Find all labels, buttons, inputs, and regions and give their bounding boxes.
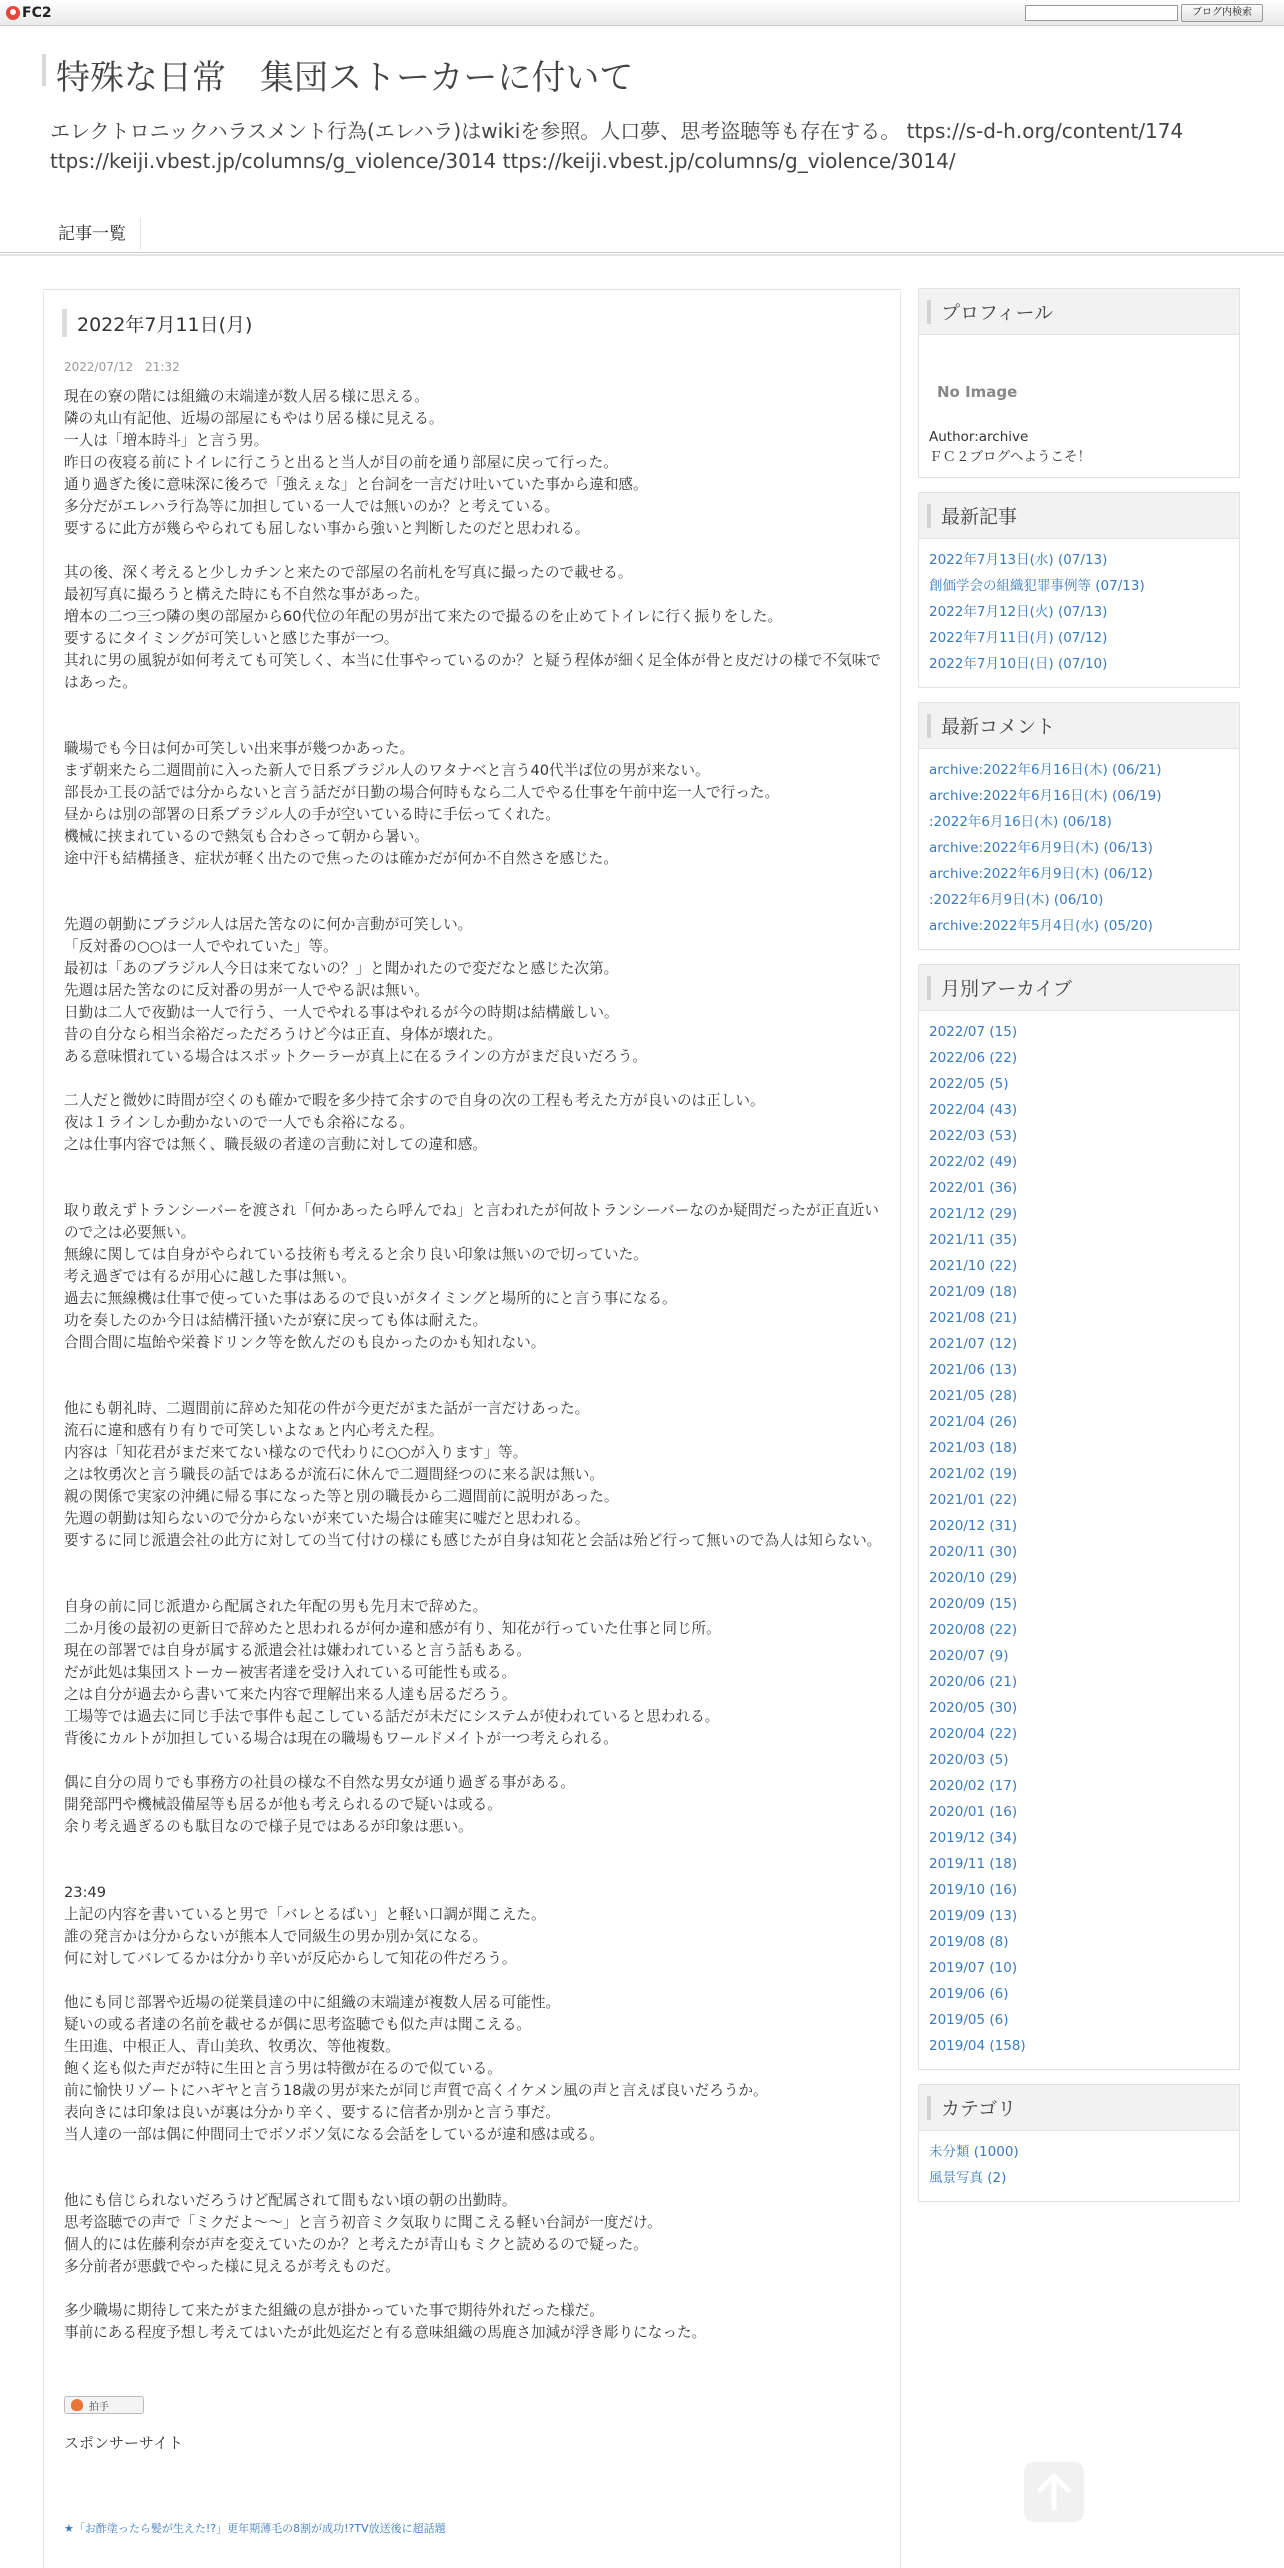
entry-line xyxy=(64,1552,884,1574)
archive-month-link[interactable]: 2022/05 (5) xyxy=(929,1076,1009,1092)
entry-line: 先週の朝勤にブラジル人は居た筈なのに何か言動が可笑しい。 xyxy=(64,916,473,933)
entry-line: 現在の部署では自身が属する派遣会社は嫌われていると言う話もある。 xyxy=(64,1642,532,1659)
entry-line: 之は自分が過去から書いて来た内容で理解出来る人達も居るだろう。 xyxy=(64,1686,517,1703)
entry-line xyxy=(64,2168,884,2190)
entry-line: 当人達の一部は偶に仲間同士でボソボソ気になる会話をしているが違和感は或る。 xyxy=(64,2126,604,2143)
entry-line: 其れに男の風貌が如何考えても可笑しく、本当に仕事やっているのか？と疑う程体が細く足全体が骨と皮だけの様で不気味ではあった。 xyxy=(64,652,881,691)
entry-line: 要するに此方が幾らやられても屈しない事から強いと判断したのだと思われる。 xyxy=(64,520,590,537)
archive-month-link[interactable]: 2022/02 (49) xyxy=(929,1154,1018,1170)
entry-line xyxy=(64,870,884,892)
entry-line: 上記の内容を書いていると男で「バレとるばい」と軽い口調が聞こえた。 xyxy=(64,1906,546,1923)
recent-comment-link[interactable]: archive:2022年6月16日(木) (06/21) xyxy=(929,762,1162,778)
entry-line xyxy=(64,1860,884,1882)
category-link[interactable]: 風景写真 (2) xyxy=(929,2170,1007,2186)
categories-title: カテゴリ xyxy=(941,2098,1017,2120)
recent-comments-title: 最新コメント xyxy=(941,716,1056,738)
entry-line: 事前にある程度予想し考えてはいたが此処迄だと有る意味組織の馬鹿さ加減が浮き彫りになった。 xyxy=(64,2324,707,2341)
entry-line: 最初は「あのブラジル人今日は来てないの？」と聞かれたので変だなと感じた次第。 xyxy=(64,960,619,977)
nav-bar xyxy=(44,218,141,250)
recent-post-link[interactable]: 2022年7月11日(月) (07/12) xyxy=(929,630,1108,646)
blog-search-input[interactable] xyxy=(1025,5,1178,21)
flame-icon xyxy=(71,2399,83,2411)
entry-line: 23:49 xyxy=(64,1884,107,1901)
recent-comments-list xyxy=(919,749,1239,949)
archive-month-link[interactable]: 2020/09 (15) xyxy=(929,1596,1018,1612)
entry-line: ある意味慣れている場合はスポットクーラーが真上に在るラインの方がまだ良いだろう。 xyxy=(64,1048,648,1065)
recent-posts-widget xyxy=(918,492,1240,688)
nav-article-list[interactable]: 記事一覧 xyxy=(58,224,126,244)
recent-post-link[interactable]: 2022年7月12日(火) (07/13) xyxy=(929,604,1108,620)
fc2-logo-text: FC2 xyxy=(22,5,52,21)
widget-header xyxy=(919,289,1239,335)
archive-month-link[interactable]: 2022/04 (43) xyxy=(929,1102,1018,1118)
archives-list xyxy=(919,1011,1239,2069)
archives-title: 月別アーカイブ xyxy=(941,978,1072,1000)
entry-line: 偶に自分の周りでも事務方の社員の様な不自然な男女が通り過ぎる事がある。 xyxy=(64,1774,575,1791)
profile-title: プロフィール xyxy=(941,302,1054,324)
entry-line: 疑いの或る者達の名前を載せるが偶に思考盗聴でも似た声は聞こえる。 xyxy=(64,2016,532,2033)
archive-month-link[interactable]: 2020/02 (17) xyxy=(929,1778,1018,1794)
entry-line: 他にも信じられないだろうけど配属されて間もない頃の朝の出勤時。 xyxy=(64,2192,517,2209)
archive-month-link[interactable]: 2021/12 (29) xyxy=(929,1206,1018,1222)
widget-accent xyxy=(927,714,931,738)
archive-month-link[interactable]: 2021/03 (18) xyxy=(929,1440,1018,1456)
entry-line: 工場等では過去に同じ手法で事件も起こしている話だが未だにシステムが使われていると思われる。 xyxy=(64,1708,720,1725)
widget-accent xyxy=(927,300,931,324)
entry-line xyxy=(64,1068,884,1090)
entry-line: 親の関係で実家の沖縄に帰る事になった等と別の職長から二週間前に説明があった。 xyxy=(64,1488,619,1505)
sidebar xyxy=(918,288,1240,2216)
entry-line xyxy=(64,716,884,738)
categories-widget xyxy=(918,2084,1240,2202)
archive-month-link[interactable]: 2020/11 (30) xyxy=(929,1544,1018,1560)
entry-line: 前に愉快リゾートにハギヤと言う18歳の男が来たが同じ声質で高くイケメン風の声と言えば良いだろうか。 xyxy=(64,2082,768,2099)
recent-comment-link[interactable]: :2022年6月9日(木) (06/10) xyxy=(929,892,1104,908)
blog-title[interactable]: 特殊な日常 集団ストーカーに付いて xyxy=(56,58,634,98)
entry-line xyxy=(64,1376,884,1398)
archive-month-link[interactable]: 2022/06 (22) xyxy=(929,1050,1018,1066)
entry-line xyxy=(64,1838,884,1860)
entry-line: 過去に無線機は仕事で使っていた事はあるので良いがタイミングと場所的にと言う事になる。 xyxy=(64,1290,677,1307)
entry-line: 開発部門や機械設備屋等も居るが他も考えられるので疑いは或る。 xyxy=(64,1796,502,1813)
entry-line: 多分だがエレハラ行為等に加担している一人では無いのか？と考えている。 xyxy=(64,498,560,515)
recent-posts-title: 最新記事 xyxy=(941,506,1018,528)
widget-accent xyxy=(927,504,931,528)
entry-line: 「反対番の○○は一人でやれていた」等。 xyxy=(64,938,338,955)
entry-line: 昔の自分なら相当余裕だっただろうけど今は正直、身体が壊れた。 xyxy=(64,1026,502,1043)
entry-line: 表向きには印象は良いが裏は分かり辛く、要するに信者か別かと言う事だ。 xyxy=(64,2104,560,2121)
archive-month-link[interactable]: 2021/02 (19) xyxy=(929,1466,1018,1482)
entry-line: 余り考え過ぎるのも駄目なので様子見ではあるが印象は悪い。 xyxy=(64,1818,473,1835)
entry-line: 多少職場に期待して来たがまた組織の息が掛かっていた事で期待外れだった様だ。 xyxy=(64,2302,604,2319)
archive-month-link[interactable]: 2021/07 (12) xyxy=(929,1336,1018,1352)
entry-line xyxy=(64,1354,884,1376)
entry-line: 部長か工長の話では分からないと言う話だが日勤の場合何時もなら二人でやる仕事を午前中迄一人で行った。 xyxy=(64,784,780,801)
archive-month-link[interactable]: 2020/01 (16) xyxy=(929,1804,1018,1820)
archive-month-link[interactable]: 2021/05 (28) xyxy=(929,1388,1018,1404)
recent-posts-list xyxy=(919,539,1239,687)
entry-line: 他にも同じ部署や近場の従業員達の中に組織の末端達が複数人居る可能性。 xyxy=(64,1994,561,2011)
entry-header xyxy=(62,308,252,338)
no-image-placeholder: No Image xyxy=(937,383,1018,401)
recent-post-link[interactable]: 2022年7月10日(日) (07/10) xyxy=(929,656,1108,672)
archive-month-link[interactable]: 2020/06 (21) xyxy=(929,1674,1018,1690)
archive-month-link[interactable]: 2019/08 (8) xyxy=(929,1934,1009,1950)
fc2-toolbar xyxy=(0,0,1284,26)
entry-line: 隣の丸山有記他、近場の部屋にもやはり居る様に見える。 xyxy=(64,410,444,427)
entry-line: 昼からは別の部署の日系ブラジル人の手が空いている時に手伝ってくれた。 xyxy=(64,806,560,823)
profile-body xyxy=(919,335,1239,477)
profile-author: Author:archive xyxy=(929,429,1029,445)
recent-comment-link[interactable]: archive:2022年5月4日(水) (05/20) xyxy=(929,918,1153,934)
entry-line: 流石に違和感有り有りで可笑しいよなぁと内心考えた程。 xyxy=(64,1422,444,1439)
entry-line: 背後にカルトが加担している場合は現在の職場もワールドメイトが一つ考えられる。 xyxy=(64,1730,618,1747)
entry-line: 多分前者が悪戯でやった様に見えるが考えものだ。 xyxy=(64,2258,400,2275)
entry-line xyxy=(64,1574,884,1596)
entry-line: 要するにタイミングが可笑しいと感じた事が一つ。 xyxy=(64,630,399,647)
entry-line: 考え過ぎでは有るが用心に越した事は無い。 xyxy=(64,1268,356,1285)
widget-header xyxy=(919,493,1239,539)
archive-month-link[interactable]: 2020/07 (9) xyxy=(929,1648,1009,1664)
archive-month-link[interactable]: 2019/07 (10) xyxy=(929,1960,1018,1976)
entry-line: 通り過ぎた後に意味深に後ろで「強えぇな」と台詞を一言だけ吐いていた事から違和感。 xyxy=(64,476,648,493)
entry-line: 先週は居た筈なのに反対番の男が一人でやる訳は無い。 xyxy=(64,982,429,999)
entry-line: 無線に関しては自身がやられている技術も考えると余り良い印象は無いので切っていた。 xyxy=(64,1246,648,1263)
clap-label: 拍手 xyxy=(89,2401,109,2413)
widget-accent xyxy=(927,2096,931,2120)
entry-line: 夜は１ラインしか動かないので一人でも余裕になる。 xyxy=(64,1114,414,1131)
entry-line: 個人的には佐藤利奈が声を変えていたのか？と考えたが青山もミクと読めるので疑った。 xyxy=(64,2236,648,2253)
categories-list xyxy=(919,2131,1239,2201)
recent-post-link[interactable]: 創価学会の組織犯罪事例等 (07/13) xyxy=(929,578,1145,594)
archive-month-link[interactable]: 2020/03 (5) xyxy=(929,1752,1009,1768)
entry-line xyxy=(64,540,884,562)
recent-comment-link[interactable]: :2022年6月16日(木) (06/18) xyxy=(929,814,1112,830)
entry-line: 二人だと微妙に時間が空くのも確かで暇を多少持て余すので自身の次の工程も考えた方が良いのは正しい。 xyxy=(64,1092,765,1109)
entry-title[interactable]: 2022年7月11日(月) xyxy=(77,313,253,336)
archive-month-link[interactable]: 2020/05 (30) xyxy=(929,1700,1018,1716)
entry-line: 昨日の夜寝る前にトイレに行こうと出ると当人が目の前を通り部屋に戻って行った。 xyxy=(64,454,618,471)
recent-post-link[interactable]: 2022年7月13日(水) (07/13) xyxy=(929,552,1108,568)
archive-month-link[interactable]: 2019/04 (158) xyxy=(929,2038,1026,2054)
entry-line: 一人は「増本時斗」と言う男。 xyxy=(64,432,269,449)
archive-month-link[interactable]: 2020/10 (29) xyxy=(929,1570,1018,1586)
entry-line xyxy=(64,1156,884,1178)
widget-header xyxy=(919,2085,1239,2131)
entry-title-accent xyxy=(62,309,67,337)
recent-comments-widget xyxy=(918,702,1240,950)
entry-line: 他にも朝礼時、二週間前に辞めた知花の件が今更だがまた話が一言だけあった。 xyxy=(64,1400,590,1417)
entry-line: 日勤は二人で夜勤は一人で行う、一人でやれる事はやれるが今の時期は結構厳しい。 xyxy=(64,1004,619,1021)
arrow-up-icon xyxy=(1036,2472,1072,2512)
archive-month-link[interactable]: 2021/08 (21) xyxy=(929,1310,1018,1326)
entry-line: 思考盗聴での声で「ミクだよ～～」と言う初音ミク気取りに聞こえる軽い台詞が一度だけ。 xyxy=(64,2214,662,2231)
header-divider xyxy=(0,252,1284,256)
category-link[interactable]: 未分類 (1000) xyxy=(929,2144,1019,2160)
entry-line xyxy=(64,694,884,716)
archive-month-link[interactable]: 2022/01 (36) xyxy=(929,1180,1018,1196)
sponsor-ad-link[interactable]: ★「お酢塗ったら髪が生えた!?」更年期薄毛の8割が成功!?TV放送後に超話題 xyxy=(64,2522,446,2535)
widget-header xyxy=(919,703,1239,749)
entry-line: 現在の寮の階には組織の末端達が数人居る様に思える。 xyxy=(64,388,429,405)
archive-month-link[interactable]: 2021/01 (22) xyxy=(929,1492,1018,1508)
archive-month-link[interactable]: 2020/04 (22) xyxy=(929,1726,1018,1742)
title-accent-bar xyxy=(42,54,46,86)
archive-month-link[interactable]: 2020/12 (31) xyxy=(929,1518,1018,1534)
entry-line xyxy=(64,1750,884,1772)
blog-description-line-2: ttps://keiji.vbest.jp/columns/g_violence/3014 ttps://keiji.vbest.jp/columns/g_violence/3014/ xyxy=(50,149,956,173)
archive-month-link[interactable]: 2021/10 (22) xyxy=(929,1258,1018,1274)
sponsor-heading: スポンサーサイト xyxy=(64,2434,183,2452)
archive-month-link[interactable]: 2019/05 (6) xyxy=(929,2012,1009,2028)
entry-line: 先週の朝勤は知らないので分からないが来ていた場合は確実に嘘だと思われる。 xyxy=(64,1510,590,1527)
entry-line: 之は仕事内容では無く、職長級の者達の言動に対しての違和感。 xyxy=(64,1136,487,1153)
archive-month-link[interactable]: 2021/06 (13) xyxy=(929,1362,1018,1378)
profile-widget xyxy=(918,288,1240,478)
entry-line xyxy=(64,1970,884,1992)
entry-line: 合間合間に塩飴や栄養ドリンク等を飲んだのも良かったのかも知れない。 xyxy=(64,1334,546,1351)
entry-line xyxy=(64,2278,884,2300)
archive-month-link[interactable]: 2022/07 (15) xyxy=(929,1024,1018,1040)
entry-line: まず朝来たら二週間前に入った新人で日系ブラジル人のワタナベと言う40代半ば位の男が来ない。 xyxy=(64,762,710,779)
archive-month-link[interactable]: 2019/12 (34) xyxy=(929,1830,1018,1846)
fc2-logo[interactable] xyxy=(6,4,52,22)
recent-comment-link[interactable]: archive:2022年6月16日(木) (06/19) xyxy=(929,788,1162,804)
entry-line: 二か月後の最初の更新日で辞めたと思われるが何か違和感が有り、知花が行っていた仕事と同じ所。 xyxy=(64,1620,721,1637)
archive-month-link[interactable]: 2021/09 (18) xyxy=(929,1284,1018,1300)
entry-line: 職場でも今日は何か可笑しい出来事が幾つかあった。 xyxy=(64,740,415,757)
entry-line: 増本の二つ三つ隣の奥の部屋から60代位の年配の男が出て来たので撮るのを止めてトイレに行く振りをした。 xyxy=(64,608,783,625)
scroll-to-top-button[interactable] xyxy=(1024,2462,1084,2522)
entry-line: 途中汗も結構掻き、症状が軽く出たので焦ったのは確かだが何か不自然さを感じた。 xyxy=(64,850,618,867)
entry-line: 之は牧勇次と言う職長の話ではあるが流石に休んで二週間経つのに来る訳は無い。 xyxy=(64,1466,604,1483)
profile-welcome: ＦＣ２ブログへようこそ！ xyxy=(929,449,1091,465)
entry-line: 功を奏したのか今日は結構汗掻いたが寮に戻っても体は耐えた。 xyxy=(64,1312,488,1329)
archive-month-link[interactable]: 2020/08 (22) xyxy=(929,1622,1018,1638)
entry-line: 生田進、中根正人、青山美玖、牧勇次、等他複数。 xyxy=(64,2038,400,2055)
archive-month-link[interactable]: 2021/04 (26) xyxy=(929,1414,1018,1430)
archives-widget xyxy=(918,964,1240,2070)
entry-line: 要するに同じ派遣会社の此方に対しての当て付けの様にも感じたが自身は知花と会話は殆ど行って無いので為人は知らない。 xyxy=(64,1532,882,1549)
archive-month-link[interactable]: 2019/06 (6) xyxy=(929,1986,1009,2002)
blog-description-line-1: エレクトロニックハラスメント行為(エレハラ)はwikiを参照。人口夢、思考盗聴等も存在する。 ttps://s-d-h.org/content/174 xyxy=(50,119,1184,143)
entry-line: 内容は「知花君がまだ来てない様なので代わりに○○が入ります」等。 xyxy=(64,1444,528,1461)
fc2-logo-icon xyxy=(6,6,20,20)
entry-line: だが此処は集団ストーカー被害者達を受け入れている可能性も或る。 xyxy=(64,1664,517,1681)
entry-line: 飽く迄も似た声だが特に生田と言う男は特徴が在るので似ている。 xyxy=(64,2060,502,2077)
archive-month-link[interactable]: 2022/03 (53) xyxy=(929,1128,1018,1144)
entry-line: 其の後、深く考えると少しカチンと来たので部屋の名前札を写真に撮ったので載せる。 xyxy=(64,564,633,581)
recent-comment-link[interactable]: archive:2022年6月9日(木) (06/12) xyxy=(929,866,1153,882)
entry-line: 取り敢えずトランシーバーを渡され「何かあったら呼んでね」と言われたが何故トランシーバーなのか疑問だったが正直近いので之は必要無い。 xyxy=(64,1202,879,1241)
blog-search-button[interactable]: ブログ内検索 xyxy=(1181,4,1263,22)
archive-month-link[interactable]: 2021/11 (35) xyxy=(929,1232,1018,1248)
recent-comment-link[interactable]: archive:2022年6月9日(木) (06/13) xyxy=(929,840,1153,856)
entry-date: 2022/07/12 21:32 xyxy=(64,360,180,374)
clap-button[interactable] xyxy=(64,2396,144,2414)
entry-line xyxy=(64,2146,884,2168)
widget-header xyxy=(919,965,1239,1011)
entry-line: 最初写真に撮ろうと構えた時にも不自然な事があった。 xyxy=(64,586,429,603)
archive-month-link[interactable]: 2019/11 (18) xyxy=(929,1856,1018,1872)
entry-line: 機械に挟まれているので熱気も合わさって朝から暑い。 xyxy=(64,828,429,845)
main-top-divider xyxy=(43,289,901,290)
blog-description xyxy=(50,116,1280,176)
widget-accent xyxy=(927,976,931,1000)
entry-body xyxy=(64,386,884,2344)
archive-month-link[interactable]: 2019/10 (16) xyxy=(929,1882,1018,1898)
entry-line: 誰の発言かは分からないが熊本人で同級生の男か別か気になる。 xyxy=(64,1928,488,1945)
archive-month-link[interactable]: 2019/09 (13) xyxy=(929,1908,1018,1924)
entry-line xyxy=(64,1178,884,1200)
main-column xyxy=(43,292,901,2568)
entry-line xyxy=(64,892,884,914)
entry-line: 何に対してバレてるかは分かり辛いが反応からして知花の件だろう。 xyxy=(64,1950,517,1967)
entry-line: 自身の前に同じ派遣から配属された年配の男も先月末で辞めた。 xyxy=(64,1598,488,1615)
